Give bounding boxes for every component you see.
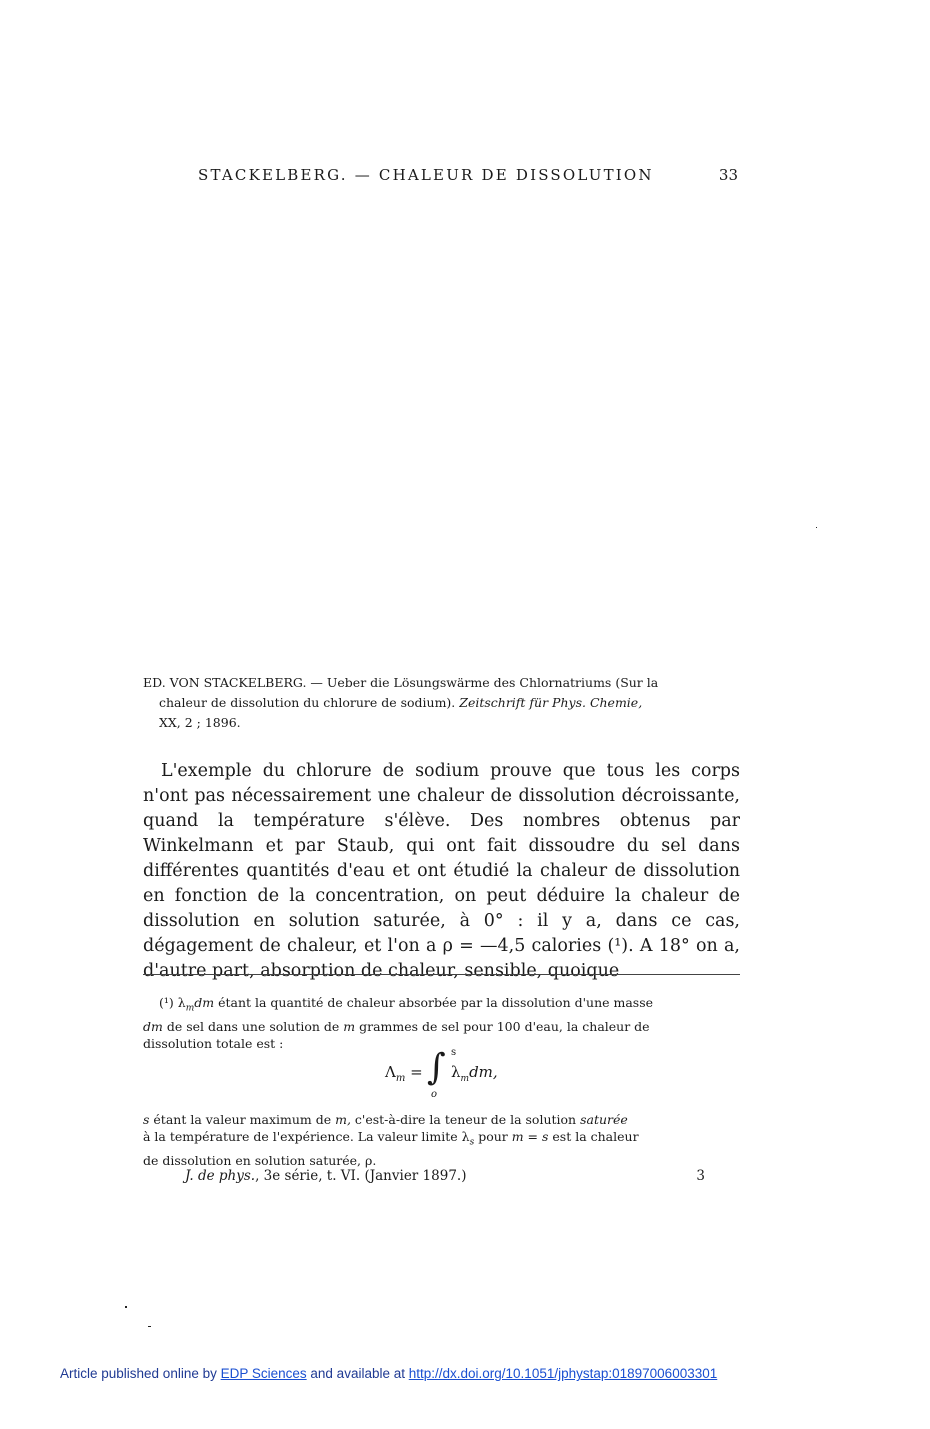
page-number: 33	[718, 166, 738, 184]
footnote	[143, 994, 740, 1052]
var-m: m,	[335, 1112, 351, 1127]
fn2-equals: =	[523, 1129, 542, 1144]
publication-footer	[0, 1366, 930, 1386]
footnote-var-dm: dm	[194, 995, 215, 1010]
footer-prefix: Article published online by	[60, 1366, 221, 1381]
footnote-line-3: dissolution totale est :	[143, 1035, 284, 1051]
reference-title-end: chaleur de dissolution du chlorure de sodium).	[159, 695, 460, 710]
scan-speck	[125, 1306, 127, 1308]
running-header	[198, 166, 738, 186]
scan-speck	[816, 527, 817, 528]
lambda-capital: Λ	[385, 1063, 396, 1081]
footnote-separator	[143, 974, 740, 975]
footnote-var-dm-2: dm	[143, 1018, 163, 1034]
footnote-line-1	[143, 994, 740, 1018]
lambda-symbol: λ	[177, 995, 186, 1010]
bibliographic-reference	[143, 673, 740, 733]
lhs-subscript: m	[395, 1073, 406, 1084]
signature-series: , 3e série, t. VI. (Janvier 1897.)	[255, 1168, 467, 1184]
main-paragraph: L'exemple du chlorure de sodium prouve que tous les corps n'ont pas nécessairement une chaleur de dissolution décroissante, quand la température s'élève. Des nombres obtenus par Winkelmann et par Staub, qui ont fait dissoudre du sel dans différentes quantités d'eau et ont étudié la chaleur de dissolution en fonction de la concentration, on peut déduire la chaleur de dissolution en solution saturée, à 0° : il y a, dans ce cas, dégagement de chaleur, et l'on a ρ = —4,5 calories (¹). A 18° on a, d'autre part, absorption de chaleur, sensible, quoique	[143, 761, 740, 981]
integrand-subscript: m	[460, 1074, 470, 1084]
integrand	[451, 1063, 498, 1084]
var-s: s	[143, 1112, 150, 1127]
signature-journal: J. de phys.	[185, 1168, 256, 1184]
fn2-text-2: à la température de l'expérience. La valeur limite λ	[143, 1129, 470, 1144]
sheet-number: 3	[696, 1168, 705, 1184]
integrand-lambda: λ	[451, 1063, 461, 1081]
running-title: STACKELBERG. — CHALEUR DE DISSOLUTION	[198, 166, 654, 184]
var-s-2: s	[542, 1129, 549, 1144]
integral-upper-limit: s	[451, 1047, 457, 1058]
reference-line-1: ED. VON STACKELBERG. — Ueber die Lösungswärme des Chlornatriums (Sur la	[143, 675, 659, 690]
lambda-subscript: m	[185, 1003, 195, 1014]
lambda-s-subscript: s	[469, 1137, 475, 1148]
integral-sign: ∫	[427, 1047, 446, 1088]
footnote-var-m: m	[343, 1018, 356, 1034]
fn2-text-1b: c'est-à-dire la teneur de la solution	[350, 1112, 581, 1127]
reference-journal: Zeitschrift für Phys. Chemie,	[459, 695, 643, 710]
doi-link[interactable]: http://dx.doi.org/10.1051/jphystap:01897006003301	[408, 1366, 718, 1381]
footnote-2-line-3: de dissolution en solution saturée, ρ.	[143, 1152, 377, 1168]
footnote-text-2b: grammes de sel pour 100 d'eau, la chaleur de	[355, 1018, 650, 1034]
integral-formula	[385, 1047, 545, 1105]
reference-line-3: XX, 2 ; 1896.	[159, 715, 241, 730]
var-m-2: m	[511, 1129, 524, 1144]
fn2-text-1: étant la valeur maximum de	[149, 1112, 336, 1127]
footnote-marker: (¹)	[159, 995, 174, 1010]
scan-speck	[148, 1326, 151, 1327]
footnote-text-1: étant la quantité de chaleur absorbée par la dissolution d'une masse	[214, 995, 654, 1010]
sheet-signature	[185, 1168, 705, 1186]
footer-middle: and available at	[306, 1366, 409, 1381]
footnote-2-line-2	[143, 1128, 740, 1152]
equals-sign: =	[405, 1063, 423, 1081]
fn2-text-2b: pour	[474, 1129, 512, 1144]
publisher-link[interactable]: EDP Sciences	[220, 1366, 307, 1381]
fn2-text-2c: est la chaleur	[548, 1129, 639, 1144]
footnote-2-line-1	[143, 1111, 740, 1128]
footnote-continuation	[143, 1111, 740, 1169]
integral-lower-limit: o	[431, 1089, 438, 1100]
formula-lhs	[385, 1063, 423, 1084]
word-saturee: saturée	[580, 1112, 628, 1127]
footnote-text-2: de sel dans une solution de	[162, 1018, 344, 1034]
footnote-line-2	[143, 1018, 740, 1035]
integrand-differential: dm,	[469, 1063, 498, 1081]
reference-line-2	[143, 693, 740, 713]
